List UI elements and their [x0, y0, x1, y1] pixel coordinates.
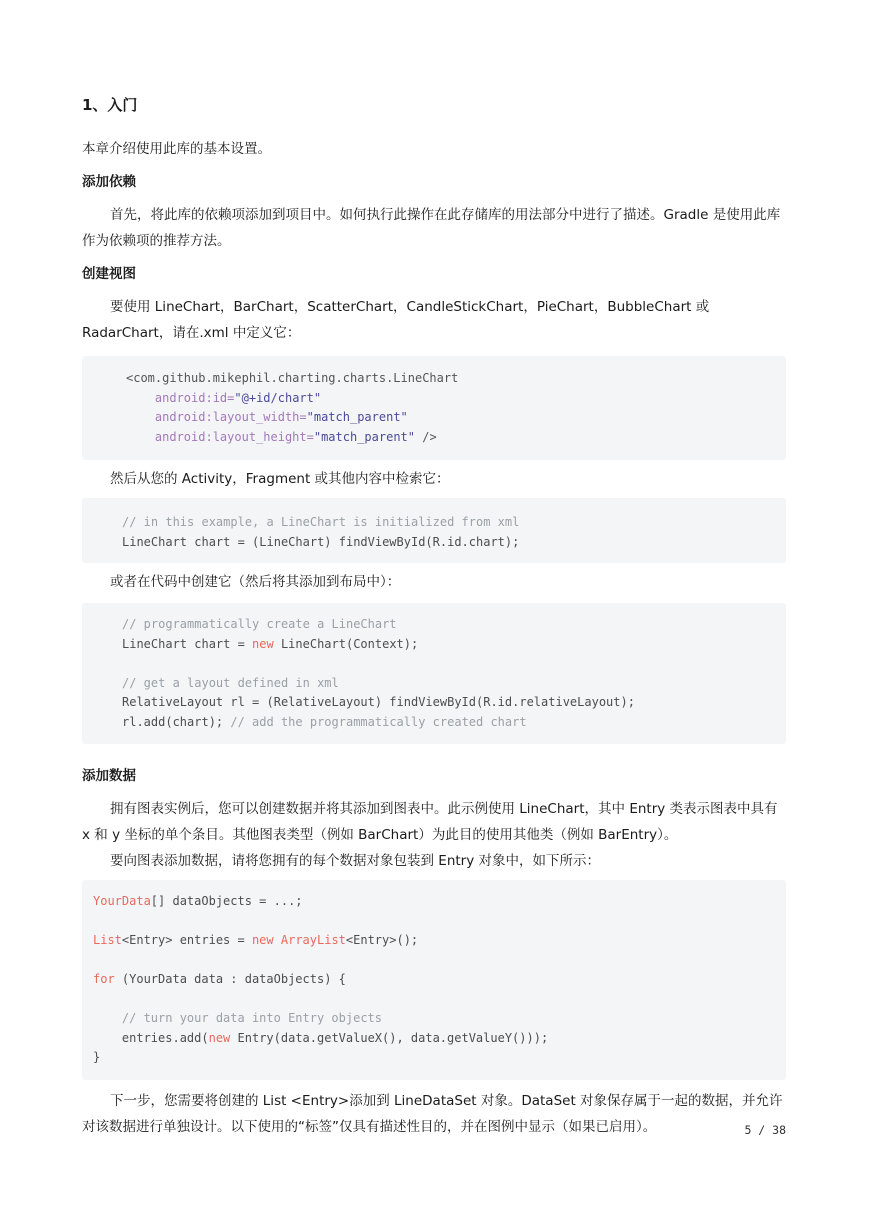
code-find-comment: // in this example, a LineChart is initialized from xml [122, 515, 520, 529]
data-paragraph-2: 要向图表添加数据，请将您拥有的每个数据对象包装到 Entry 对象中，如下所示： [110, 853, 601, 869]
page-number: 5 / 38 [744, 1123, 786, 1137]
code-create-comment2: // get a layout defined in xml [122, 675, 339, 690]
code-entries-list: List [93, 933, 122, 947]
code-xml-attr-height: android:layout_height= [154, 429, 314, 444]
code-block-entries [82, 880, 786, 1080]
data-paragraph-1: 拥有图表实例后，您可以创建数据并将其添加到图表中。此示例使用 LineChart，其中 Entry 类表示图表中具有 x 和 y 坐标的单个条目。其他图表类型（例如 BarChart）为此目的使用其他类（例如 BarEntry）。 [82, 801, 778, 843]
code-entries-comment: // turn your data into Entry objects [121, 1011, 382, 1025]
code-create-line2a: LineChart chart = [122, 636, 253, 651]
code-block-create [82, 603, 786, 744]
intro-text: 本章介绍使用此库的基本设置。 [82, 141, 271, 157]
code-entries-arraylist: ArrayList [273, 933, 346, 947]
code-entries-l5b: Entry(data.getValueX(), data.getValueY())); [230, 1030, 549, 1045]
code-xml-val-height: "match_parent" [313, 429, 416, 444]
code-xml-attr-id: android:id= [154, 390, 235, 405]
code-entries-new1: new [251, 933, 274, 947]
code-xml-val-width: "match_parent" [306, 410, 408, 424]
code-create-line6a: rl.add(chart); [122, 714, 231, 729]
code-create-comment3: // add the programmatically created chart [230, 714, 527, 729]
code-xml-close: /> [415, 429, 437, 444]
chapter-heading: 1、入门 [82, 96, 138, 114]
code-create-comment1: // programmatically create a LineChart [122, 617, 397, 631]
view-paragraph: 要使用 LineChart，BarChart，ScatterChart，CandleStickChart，PieChart，BubbleChart 或 RadarChart，请在.xml 中定义它： [82, 299, 710, 341]
dependency-paragraph: 首先，将此库的依赖项添加到项目中。如何执行此操作在此存储库的用法部分中进行了描述。Gradle 是使用此库作为依赖项的推荐方法。 [82, 207, 781, 249]
code-create-line2b: LineChart(Context); [273, 636, 419, 651]
code-entries-l2b: <Entry>(); [345, 933, 419, 947]
code-xml-tag: <com.github.mikephil.charting.charts.LineChart [126, 371, 459, 385]
code-find-line: LineChart chart = (LineChart) findViewById(R.id.chart); [122, 534, 520, 549]
code-entries-for: for [93, 972, 115, 986]
data-paragraph-3: 下一步，您需要将创建的 List <Entry>添加到 LineDataSet 对象。DataSet 对象保存属于一起的数据，并允许对该数据进行单独设计。以下使用的“标签”仅具有描述性目的，并在图例中显示（如果已启用）。 [82, 1092, 783, 1135]
code-entries-l5a: entries.add( [121, 1030, 209, 1045]
code-block-find [82, 498, 786, 563]
retrieve-paragraph: 然后从您的 Activity，Fragment 或其他内容中检索它： [110, 471, 450, 487]
code-entries-l2a: <Entry> entries = [121, 933, 252, 947]
section-title-data: 添加数据 [82, 768, 136, 784]
section-title-dependency: 添加依赖 [82, 174, 136, 190]
code-block-xml [82, 356, 786, 460]
page-content [82, 94, 786, 1140]
code-entries-yourdata: YourData [93, 894, 151, 908]
code-create-new: new [252, 636, 274, 651]
code-create-line5: RelativeLayout rl = (RelativeLayout) findViewById(R.id.relativeLayout); [122, 695, 635, 709]
code-entries-l3: (YourData data : dataObjects) { [114, 972, 346, 986]
section-title-view: 创建视图 [82, 266, 136, 282]
code-xml-attr-width: android:layout_width= [154, 410, 307, 424]
code-entries-new2: new [208, 1030, 231, 1045]
create-paragraph: 或者在代码中创建它（然后将其添加到布局中）： [110, 574, 401, 590]
code-xml-val-id: "@+id/chart" [234, 390, 322, 405]
code-entries-close: } [93, 1050, 101, 1064]
code-entries-l1: [] dataObjects = ...; [150, 894, 303, 908]
